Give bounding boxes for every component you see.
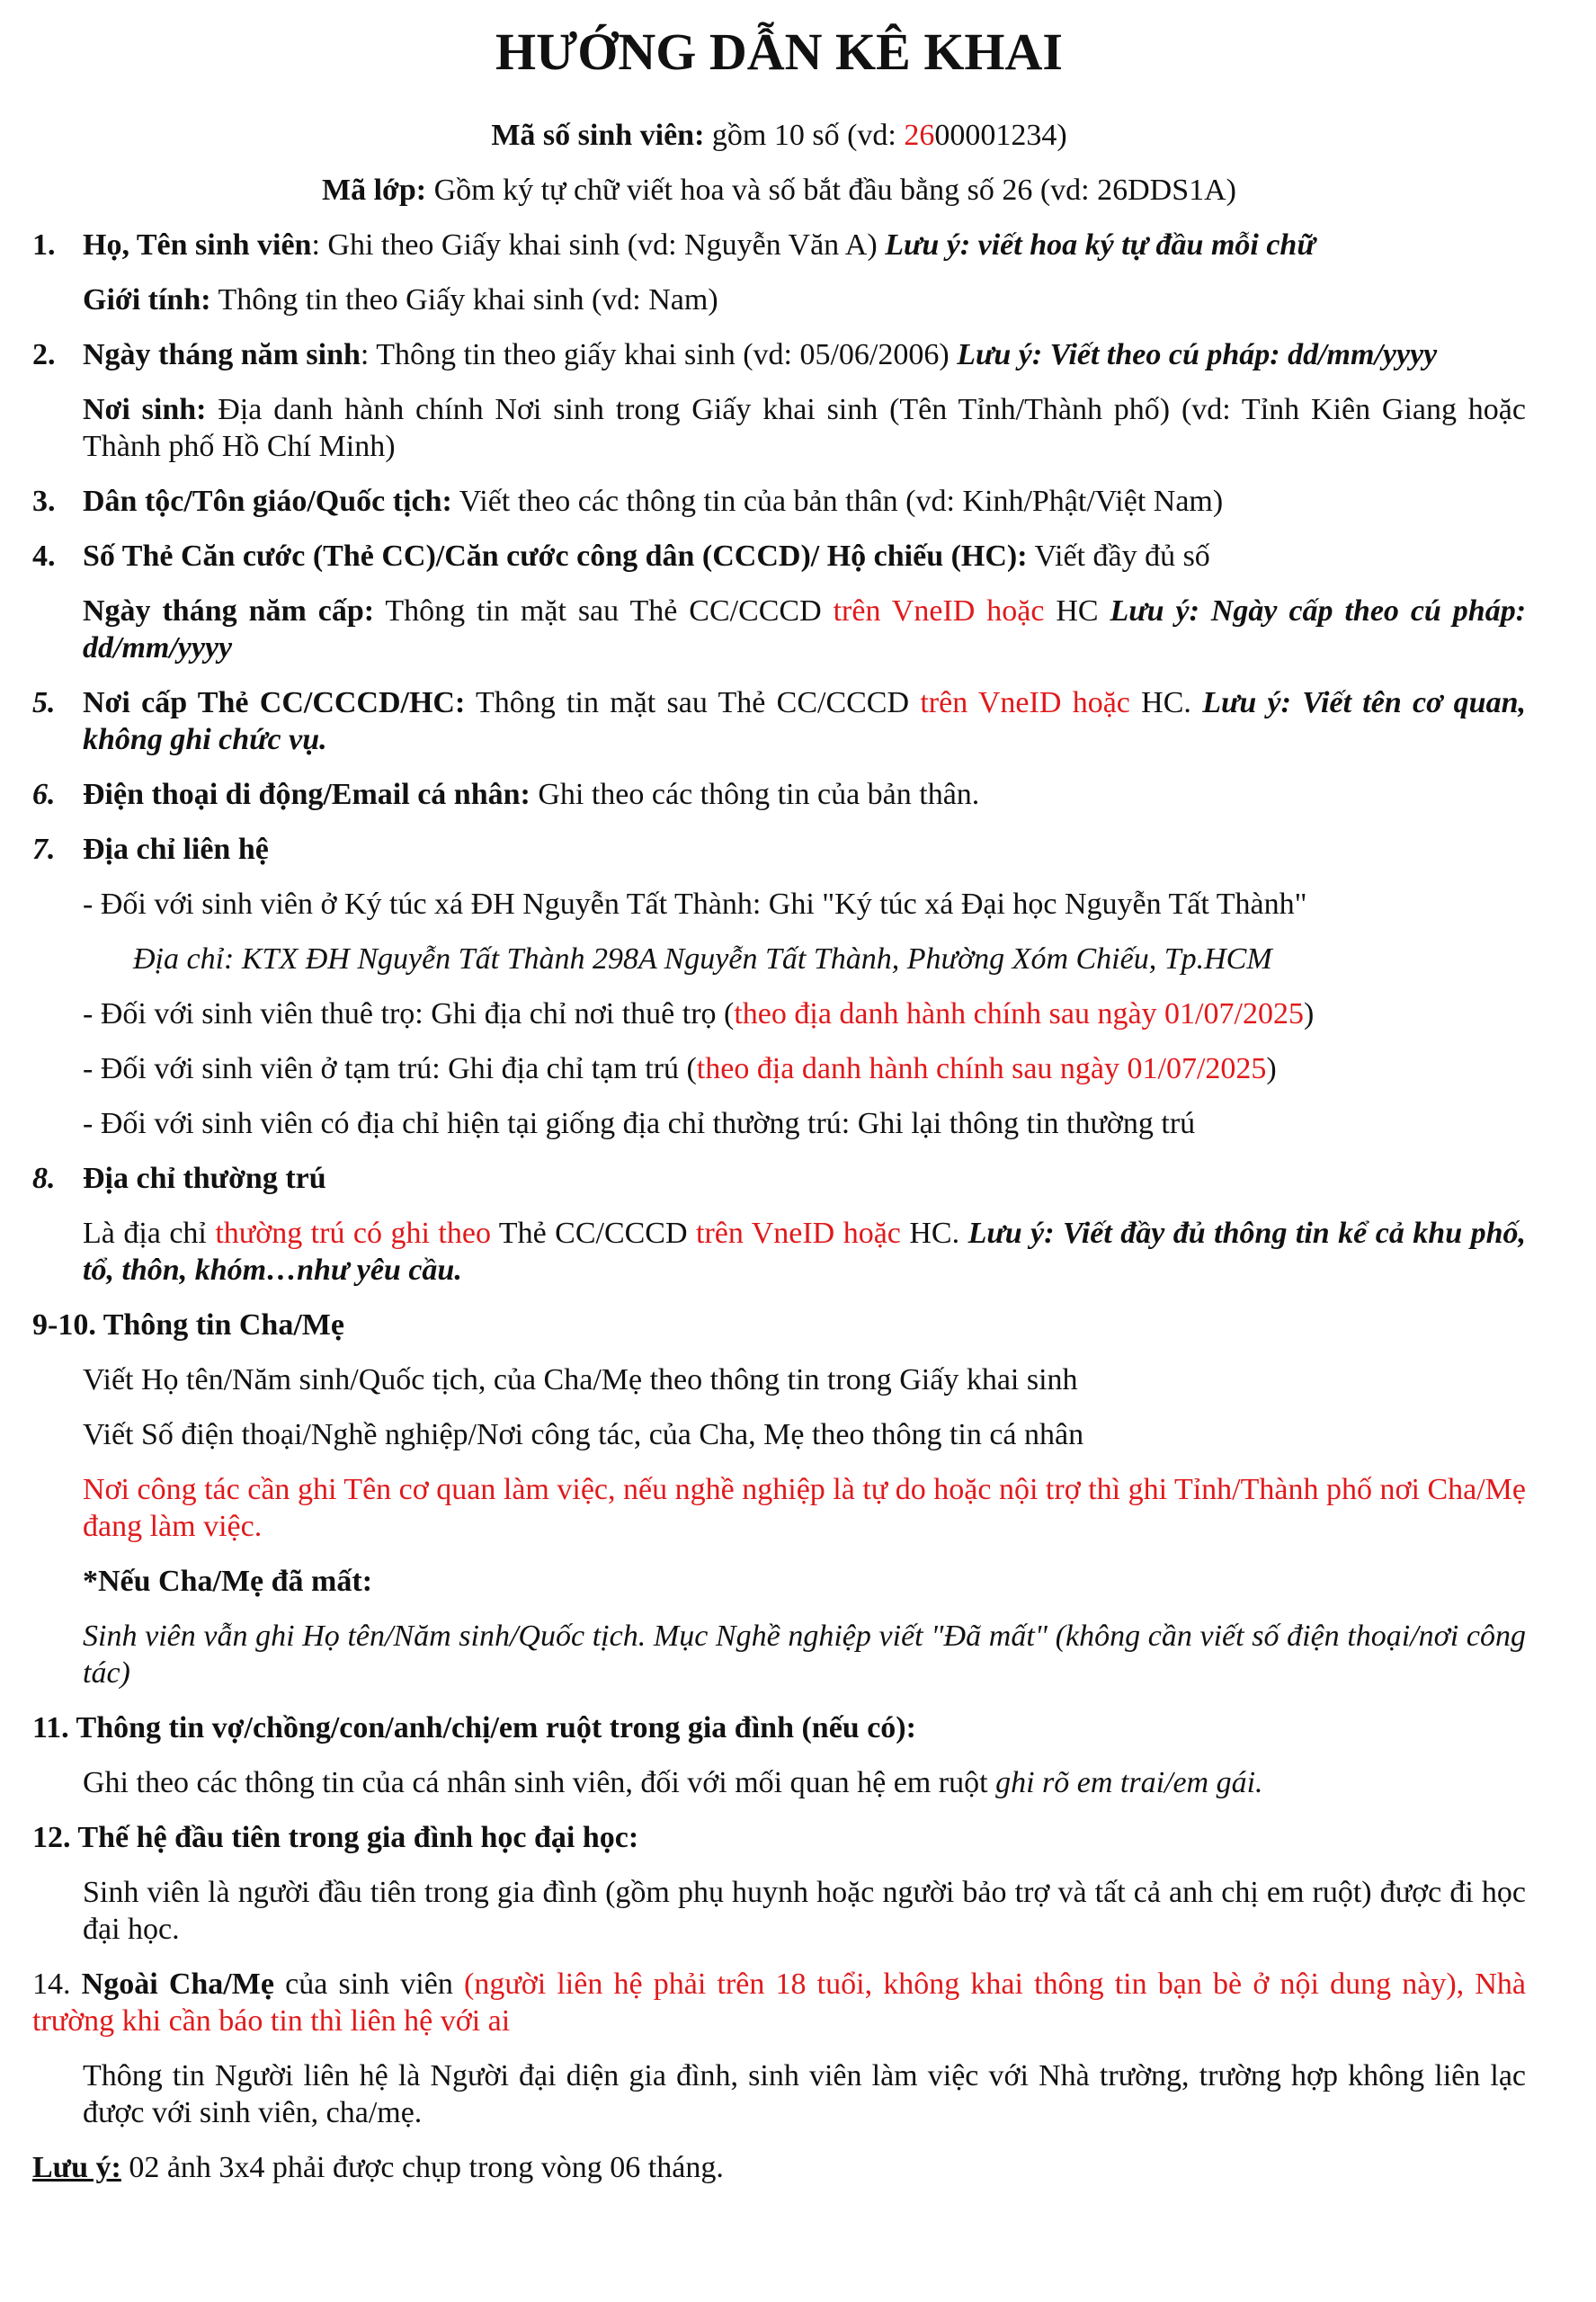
- text-segment: Giới tính:: [83, 283, 211, 317]
- item-14: [32, 1966, 1526, 2039]
- permanent-address-note: [32, 1215, 1526, 1289]
- text-segment: Lưu ý: Viết tên cơ quan, không ghi chức vụ.: [83, 686, 1526, 756]
- rental-note: [32, 995, 1526, 1032]
- text-segment: Mã lớp:: [321, 174, 427, 207]
- item-11: [32, 1709, 1526, 1746]
- highlighted-text: trên VneID hoặc: [696, 1217, 901, 1250]
- text-segment: Thông tin Người liên hệ là Người đại diện gia đình, sinh viên làm việc với Nhà trường, trường hợp không liên lạc được với sinh viên, cha/mẹ.: [83, 2059, 1526, 2129]
- parent-info-1: [32, 1361, 1526, 1398]
- item-9-10: [32, 1307, 1526, 1343]
- text-segment: Thông tin theo Giấy khai sinh (vd: Nam): [210, 283, 718, 317]
- text-segment: của sinh viên: [273, 1967, 465, 2001]
- item-number: 7.: [32, 833, 56, 866]
- text-segment: Lưu ý: Viết theo cú pháp: dd/mm/yyyy: [957, 338, 1438, 371]
- highlighted-text: (người liên hệ phải trên 18 tuổi, không khai thông tin bạn bè ở nội dung này), Nhà trường khi cần báo tin thì liên hệ với ai: [32, 1967, 1526, 2038]
- text-segment: : Thông tin theo giấy khai sinh (vd: 05/06/2006): [360, 338, 958, 371]
- item-number: 8.: [32, 1162, 56, 1195]
- dorm-note: [32, 886, 1526, 923]
- text-segment: Là địa chỉ: [83, 1217, 216, 1250]
- birthplace: [32, 391, 1526, 465]
- photo-note: [32, 2149, 1526, 2186]
- document: [32, 18, 1526, 2204]
- item-7: [32, 831, 1526, 868]
- text-segment: 02 ảnh 3x4 phải được chụp trong vòng 06 tháng.: [120, 2151, 724, 2184]
- family-note: [32, 1764, 1526, 1801]
- text-segment: HC.: [900, 1217, 968, 1250]
- highlighted-text: trên VneID hoặc: [920, 686, 1130, 719]
- highlighted-text: theo địa danh hành chính sau ngày 01/07/2025: [696, 1052, 1267, 1085]
- text-segment: Viết Họ tên/Năm sinh/Quốc tịch, của Cha/Mẹ theo thông tin trong Giấy khai sinh: [83, 1363, 1078, 1396]
- deceased-note: [32, 1618, 1526, 1691]
- item-number: 5.: [32, 686, 56, 719]
- text-segment: - Đối với sinh viên có địa chỉ hiện tại giống địa chỉ thường trú: Ghi lại thông tin thường trú: [83, 1107, 1196, 1140]
- text-segment: Viết theo các thông tin của bản thân (vd: Kinh/Phật/Việt Nam): [451, 485, 1224, 518]
- item-4: [32, 538, 1526, 575]
- highlighted-text: Nơi công tác cần ghi Tên cơ quan làm việc, nếu nghề nghiệp là tự do hoặc nội trợ thì ghi Tỉnh/Thành phố nơi Cha/Mẹ đang làm việc.: [83, 1473, 1526, 1543]
- text-segment: Ghi theo các thông tin của bản thân.: [530, 778, 980, 811]
- item-12: [32, 1819, 1526, 1856]
- text-segment: ): [1303, 997, 1315, 1031]
- highlighted-text: 26: [904, 119, 935, 152]
- highlighted-text: trên VneID hoặc: [833, 594, 1045, 628]
- text-segment: Viết Số điện thoại/Nghề nghiệp/Nơi công tác, của Cha, Mẹ theo thông tin cá nhân: [83, 1418, 1084, 1451]
- item-1: [32, 227, 1526, 263]
- student-id-note: [32, 117, 1526, 154]
- text-segment: ghi rõ em trai/em gái.: [995, 1766, 1263, 1799]
- text-segment: 00001234): [934, 119, 1067, 152]
- temporary-note: [32, 1050, 1526, 1087]
- text-segment: Địa chỉ thường trú: [83, 1162, 326, 1195]
- text-segment: Dân tộc/Tôn giáo/Quốc tịch:: [83, 485, 452, 518]
- item-5: [32, 684, 1526, 758]
- text-segment: Lưu ý:: [32, 2151, 121, 2184]
- text-segment: Ngoài Cha/Mẹ: [81, 1967, 274, 2001]
- text-segment: Địa danh hành chính Nơi sinh trong Giấy khai sinh (Tên Tỉnh/Thành phố) (vd: Tỉnh Kiên Giang hoặc Thành phố Hồ Chí Minh): [83, 393, 1526, 463]
- same-address-note: [32, 1105, 1526, 1142]
- class-code-note: [32, 172, 1526, 209]
- text-segment: Nơi sinh:: [83, 393, 207, 426]
- text-segment: - Đối với sinh viên thuê trọ: Ghi địa chỉ nơi thuê trọ (: [83, 997, 735, 1031]
- dorm-address: [32, 941, 1526, 977]
- text-segment: ): [1266, 1052, 1277, 1085]
- text-segment: : Ghi theo Giấy khai sinh (vd: Nguyễn Văn A): [311, 228, 886, 262]
- text-segment: - Đối với sinh viên ở tạm trú: Ghi địa chỉ tạm trú (: [83, 1052, 697, 1085]
- text-segment: Lưu ý: Ngày cấp theo cú pháp: dd/mm/yyyy: [83, 594, 1527, 665]
- text-segment: 14.: [32, 1967, 82, 2001]
- item-8: [32, 1160, 1526, 1197]
- text-segment: gồm 10 số (vd:: [704, 119, 905, 152]
- text-segment: HC.: [1129, 686, 1203, 719]
- item-3: [32, 483, 1526, 520]
- page-title: HƯỚNG DẪN KÊ KHAI: [495, 22, 1064, 81]
- text-segment: Nơi cấp Thẻ CC/CCCD/HC:: [83, 686, 466, 719]
- text-segment: Gồm ký tự chữ viết hoa và số bắt đầu bằng số 26 (vd: 26DDS1A): [426, 174, 1236, 207]
- text-segment: *Nếu Cha/Mẹ đã mất:: [83, 1565, 373, 1598]
- text-segment: Ngày tháng năm sinh: [83, 338, 361, 371]
- text-segment: Ghi theo các thông tin của cá nhân sinh viên, đối với mối quan hệ em ruột: [83, 1766, 996, 1799]
- text-segment: Thông tin mặt sau Thẻ CC/CCCD: [374, 594, 834, 628]
- text-segment: HC: [1044, 594, 1110, 628]
- text-segment: Thông tin mặt sau Thẻ CC/CCCD: [465, 686, 921, 719]
- contact-person-note: [32, 2057, 1526, 2131]
- highlighted-text: theo địa danh hành chính sau ngày 01/07/2025: [734, 997, 1304, 1031]
- highlighted-text: thường trú có ghi theo: [215, 1217, 491, 1250]
- item-6: [32, 776, 1526, 813]
- text-segment: Viết đầy đủ số: [1027, 540, 1210, 573]
- item-number: 6.: [32, 778, 56, 811]
- item-number: 2.: [32, 338, 56, 371]
- issue-date: [32, 593, 1526, 666]
- text-segment: Họ, Tên sinh viên: [83, 228, 312, 262]
- text-segment: Địa chỉ: KTX ĐH Nguyễn Tất Thành 298A Nguyễn Tất Thành, Phường Xóm Chiếu, Tp.HCM: [133, 942, 1272, 976]
- text-segment: Địa chỉ liên hệ: [83, 833, 269, 866]
- text-segment: 11. Thông tin vợ/chồng/con/anh/chị/em ruột trong gia đình (nếu có):: [32, 1711, 916, 1744]
- item-number: 3.: [32, 485, 56, 518]
- gender: [32, 281, 1526, 318]
- text-segment: Sinh viên vẫn ghi Họ tên/Năm sinh/Quốc tịch. Mục Nghề nghiệp viết "Đã mất" (không cần viết số điện thoại/nơi công tác): [83, 1619, 1526, 1690]
- text-segment: Mã số sinh viên:: [491, 119, 705, 152]
- item-number: 4.: [32, 540, 56, 573]
- parent-info-2: [32, 1416, 1526, 1453]
- document-body: [32, 117, 1526, 2186]
- text-segment: Sinh viên là người đầu tiên trong gia đình (gồm phụ huynh hoặc người bảo trợ và tất cả anh chị em ruột) được đi học đại học.: [83, 1876, 1526, 1946]
- text-segment: Điện thoại di động/Email cá nhân:: [83, 778, 531, 811]
- text-segment: Lưu ý: Viết đầy đủ thông tin kể cả khu phố, tổ, thôn, khóm…như yêu cầu.: [83, 1217, 1527, 1287]
- text-segment: Số Thẻ Căn cước (Thẻ CC)/Căn cước công dân (CCCD)/ Hộ chiếu (HC):: [83, 540, 1028, 573]
- text-segment: Ngày tháng năm cấp:: [83, 594, 375, 628]
- text-segment: Lưu ý: viết hoa ký tự đầu mỗi chữ: [885, 228, 1315, 262]
- item-number: 1.: [32, 228, 56, 262]
- text-segment: 9-10. Thông tin Cha/Mẹ: [32, 1308, 344, 1342]
- text-segment: - Đối với sinh viên ở Ký túc xá ĐH Nguyễn Tất Thành: Ghi "Ký túc xá Đại học Nguyễn Tất Thành": [83, 888, 1307, 921]
- first-generation-note: [32, 1874, 1526, 1948]
- text-segment: Thẻ CC/CCCD: [490, 1217, 696, 1250]
- parent-workplace-note: [32, 1471, 1526, 1545]
- item-2: [32, 336, 1526, 373]
- text-segment: 12. Thế hệ đầu tiên trong gia đình học đại học:: [32, 1821, 639, 1854]
- deceased-heading: [32, 1563, 1526, 1600]
